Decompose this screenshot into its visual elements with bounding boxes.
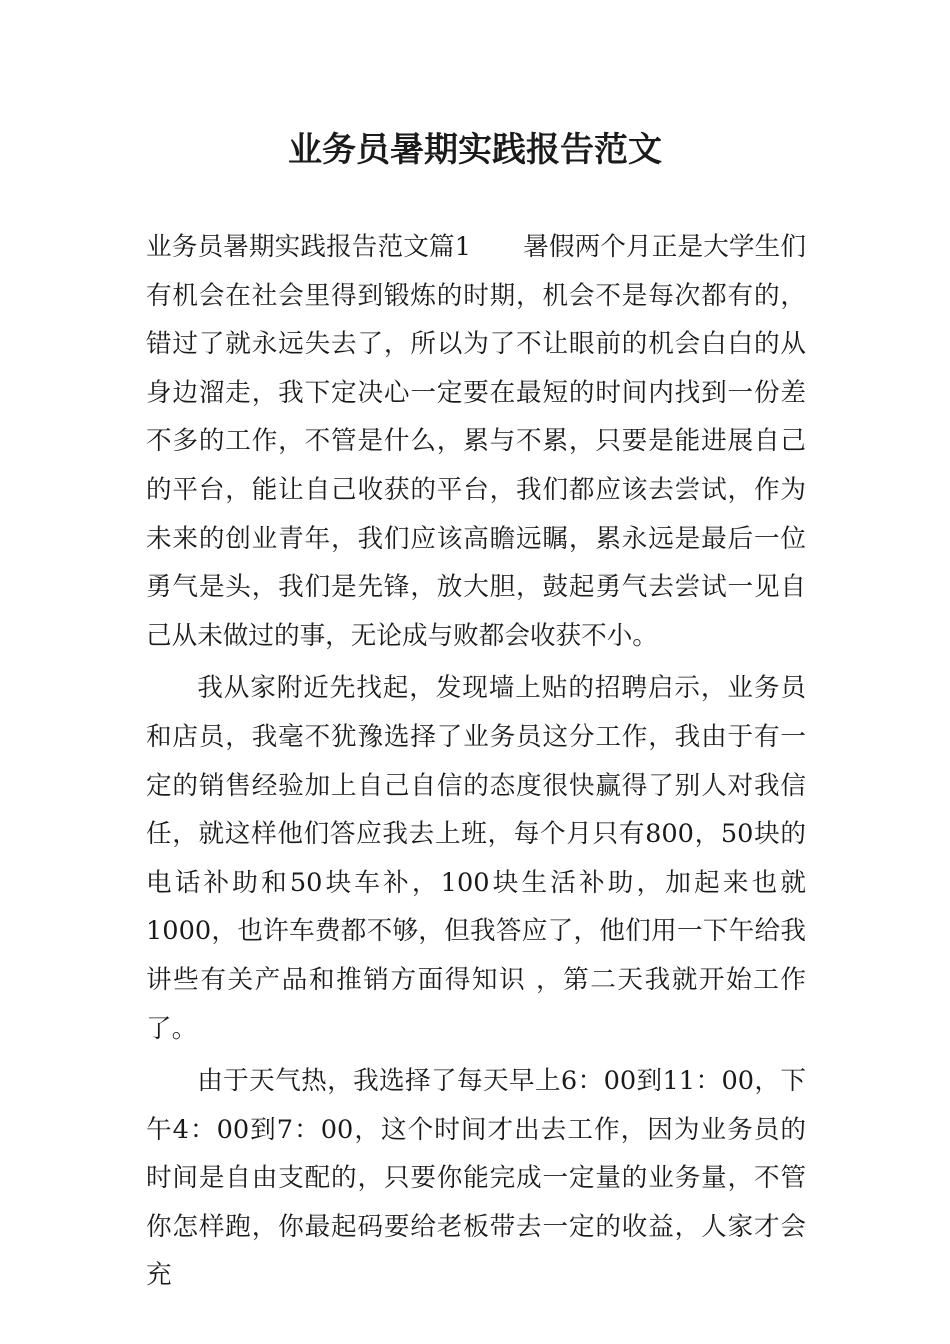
section-heading: 业务员暑期实践报告范文篇1 [146,232,471,262]
paragraph-3: 由于天气热，我选择了每天早上6：00到11：00，下午4：00到7：00，这个时间才出去工作，因为业务员的时间是自由支配的，只要你能完成一定量的业务量，不管你怎样跑，你最起码要给老板带去一定的收益，人家才会充 [146,1066,806,1291]
paragraph-2: 我从家附近先找起，发现墙上贴的招聘启示，业务员和店员，我毫不犹豫选择了业务员这分工作，我由于有一定的销售经验加上自己自信的态度很快赢得了别人对我信任，就这样他们答应我去上班，每个月只有800，50块的电话补助和50块车补，100块生活补助，加起来也就1000，也许车费都不够，但我答应了，他们用一下午给我讲些有关产品和推销方面得知识 ，第二天我就开始工作了。 [146,673,806,1044]
document-body [146,223,806,1300]
paragraph-text: 暑假两个月正是大学生们有机会在社会里得到锻炼的时期，机会不是每次都有的，错过了就永远失去了，所以为了不让眼前的机会白白的从身边溜走，我下定决心一定要在最短的时间内找到一份差不多的工作，不管是什么，累与不累，只要是能进展自己的平台，能让自己收获的平台，我们都应该去尝试，作为未来的创业青年，我们应该高瞻远瞩，累永远是最后一位勇气是头，我们是先锋，放大胆，鼓起勇气去尝试一见自己从未做过的事，无论成与败都会收获不小。 [146,232,806,651]
paragraph-1 [146,223,806,660]
document-title: 业务员暑期实践报告范文 [288,130,662,170]
